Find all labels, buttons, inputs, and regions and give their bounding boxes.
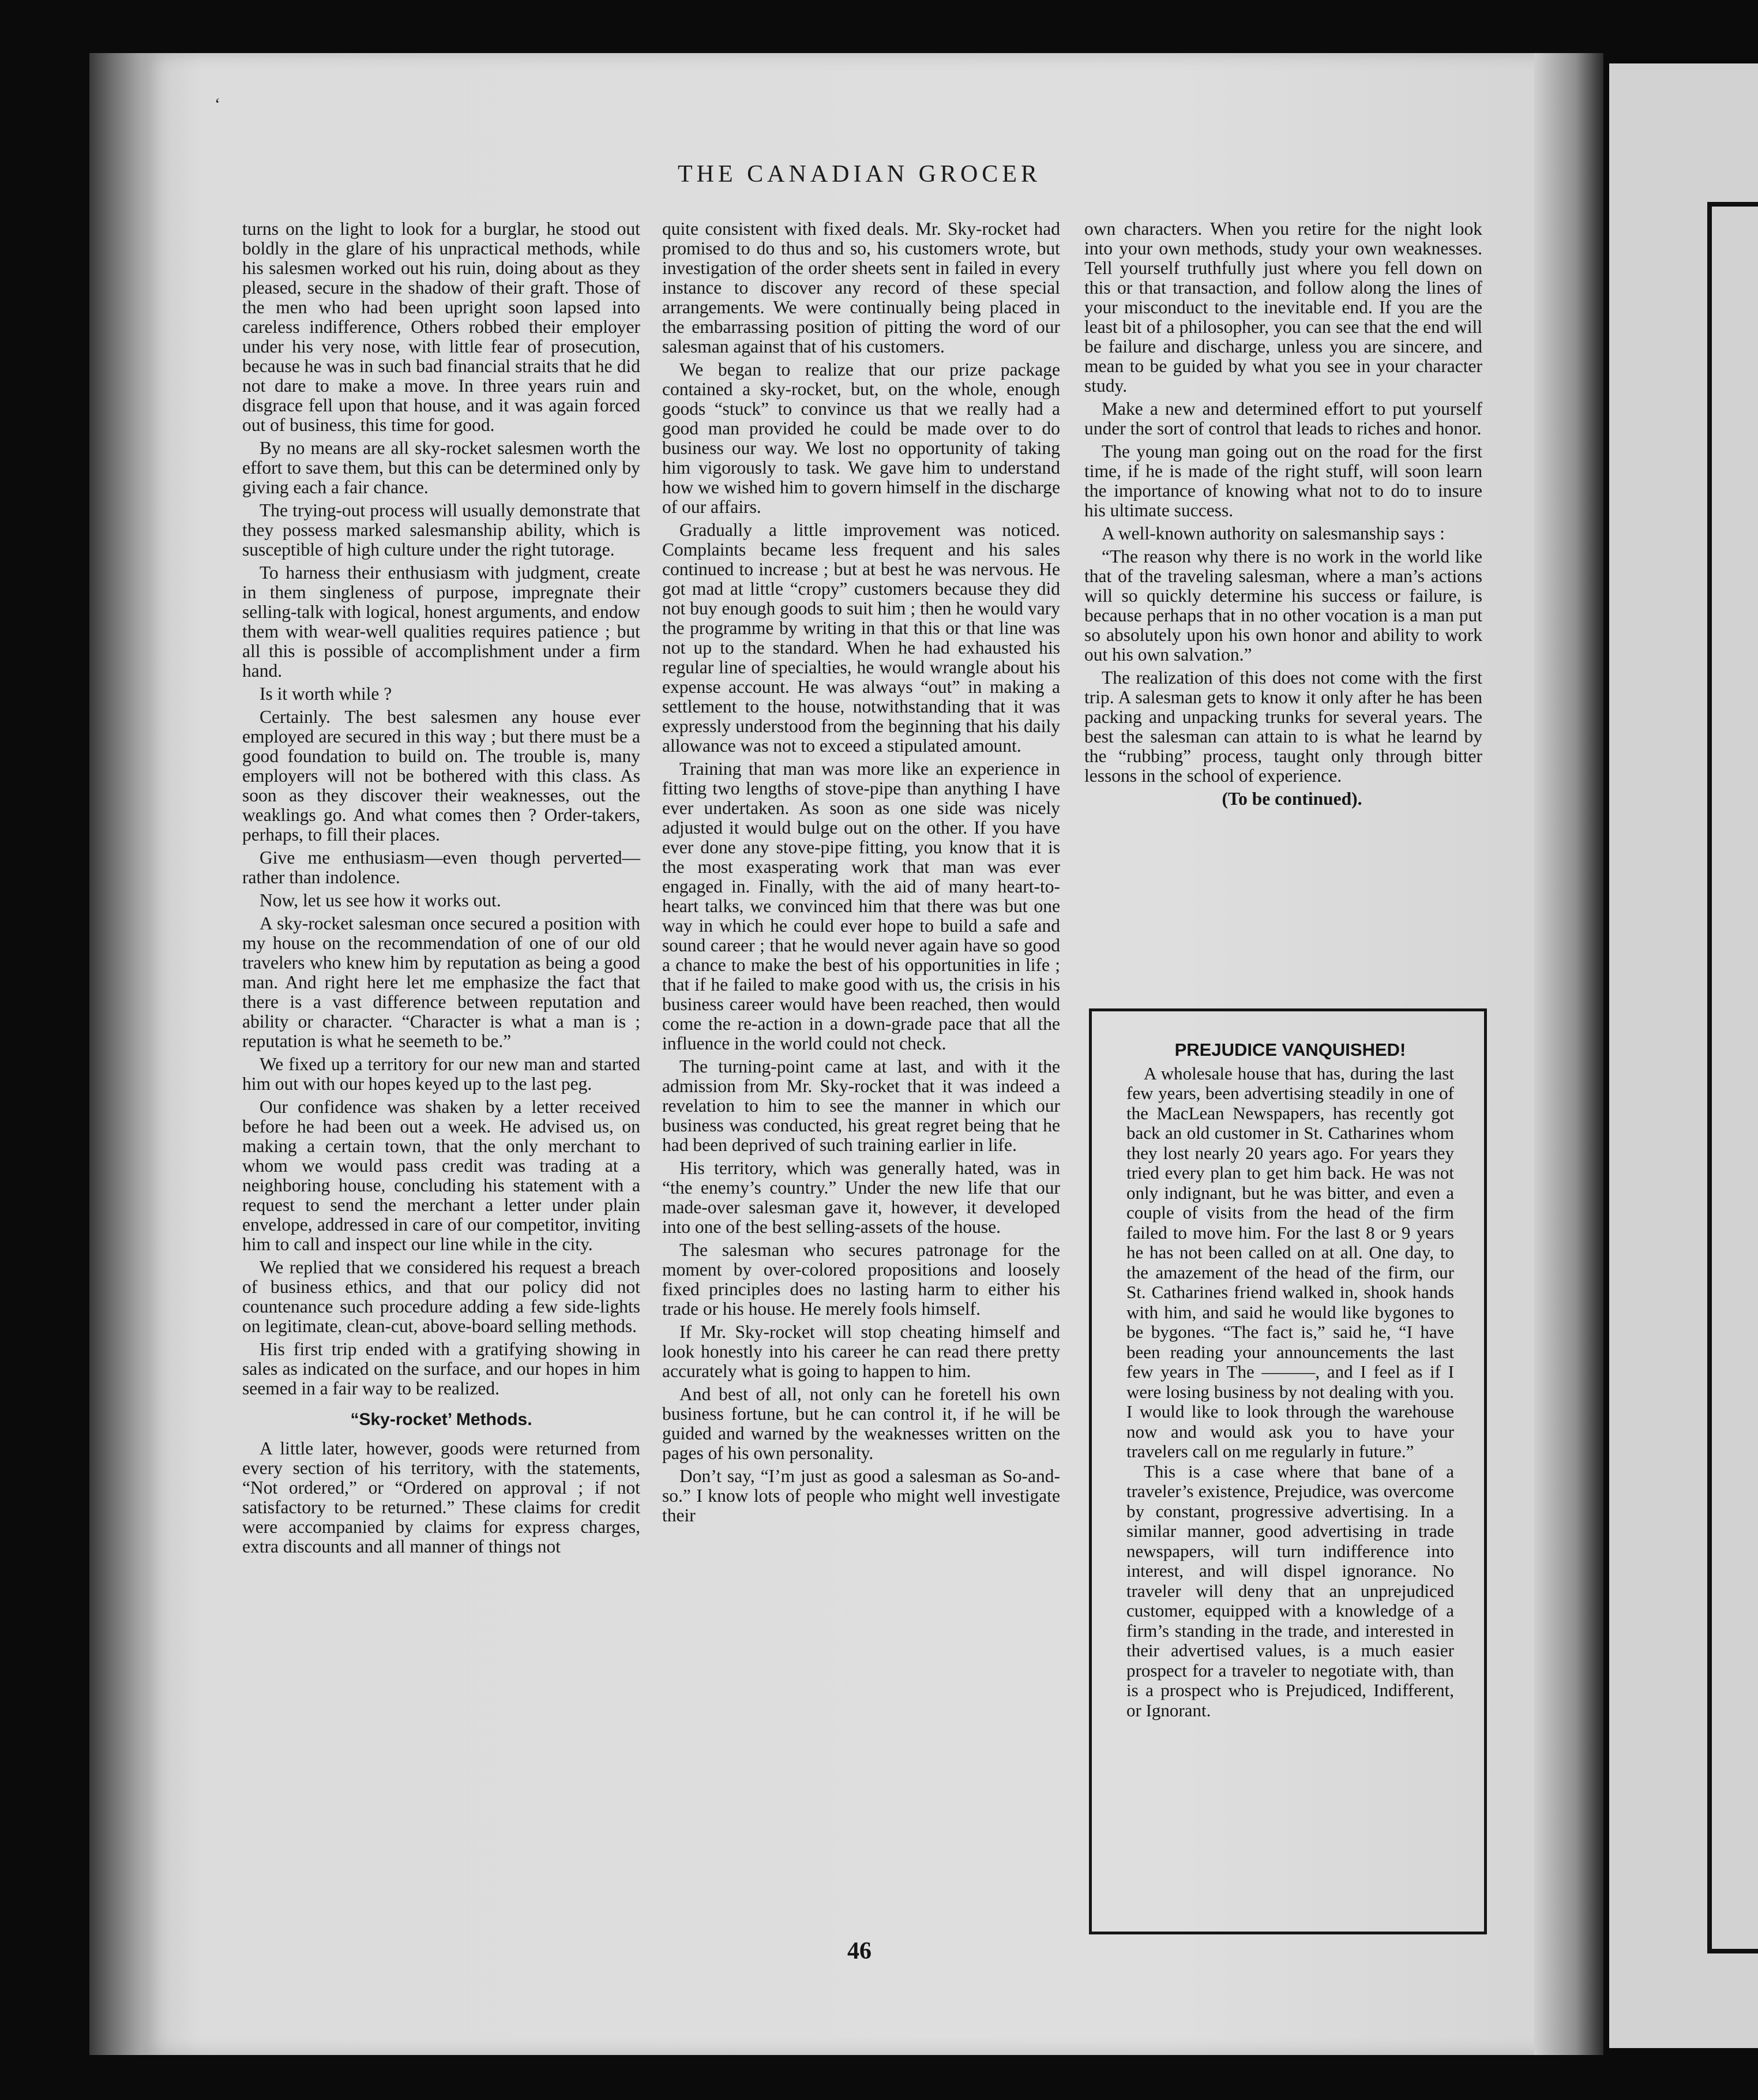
paragraph: The young man going out on the road for the first time, if he is made of the right stuff, will soon learn the importance of knowing what not to do to insure his ultimate success. [1084,441,1482,520]
paragraph: To harness their enthusiasm with judgment, create in them singleness of purpose, impregnate their selling-talk with logical, honest arguments, and endow them with wear-well qualities requires patience ; but all this is possible of accomplishment under a firm hand. [242,562,640,681]
paragraph: The turning-point came at last, and with it the admission from Mr. Sky-rocket that it was indeed a revelation to him to see the manner in which our business was conducted, his great regret being that he had been deprived of such training earlier in life. [662,1056,1060,1155]
paragraph: quite consistent with fixed deals. Mr. Sky-rocket had promised to do thus and so, his customers wrote, but investigation of the order sheets sent in failed in every instance to discover any record of these special arrangements. We were continually being placed in the embarrassing position of pitting the word of our salesman against that of his customers. [662,219,1060,357]
paragraph: His territory, which was generally hated, was in “the enemy’s country.” Under the new life that our made-over salesman gave it, however, it developed into one of the best selling-assets of the house. [662,1158,1060,1237]
paragraph: “The reason why there is no work in the world like that of the traveling salesman, where a man’s actions will so quickly determine his success or failure, is because perhaps that in no other vocation is a man put so absolutely upon his own honor and ability to work out his own salvation.” [1084,546,1482,665]
paragraph: His first trip ended with a gratifying showing in sales as indicated on the surface, and our hopes in him seemed in a fair way to be realized. [242,1339,640,1398]
paragraph: Gradually a little improvement was noticed. Complaints became less frequent and his sales continued to increase ; but at best he was nervous. He got mad at little “cropy” customers because they did not buy enough goods to suit him ; then he would vary the programme by writing in that this or that line was not up to the standard. When he had exhausted his regular line of specialties, he would wrangle about his expense account. He was always “out” in making a settlement to the house, notwithstanding that it was expressly understood from the beginning that his daily allowance was not to exceed a stipulated amount. [662,520,1060,756]
boxed-notice-paragraph: This is a case where that bane of a traveler’s existence, Prejudice, was overcome by constant, progressive advertising. In a similar manner, good advertising in trade newspapers, will turn indifference into interest, and will dispel ignorance. No traveler will deny that an unprejudiced customer, equipped with a knowledge of a firm’s standing in the trade, and interested in their advertised values, is a much easier prospect for a traveler to negotiate with, than is a prospect who is Prejudiced, Indifferent, or Ignorant. [1126,1461,1454,1720]
paragraph: A well-known authority on salesmanship says : [1102,523,1445,543]
paragraph: A little later, however, goods were returned from every section of his territory, with the statements, “Not ordered,” or “Ordered on approval ; if not satisfactory to be returned.” These claims for credit were accompanied by claims for express charges, extra discounts and all manner of things not [242,1438,640,1557]
paragraph: own characters. When you retire for the night look into your own methods, study your own weaknesses. Tell yourself truthfully just where you fell down on this or that transaction, and follow along the lines of your misconduct to the inevitable end. If you are the least bit of a philosopher, you can see that the end will be failure and discharge, unless you are sincere, and mean to be guided by what you see in your character study. [1084,219,1482,396]
boxed-notice-title: PREJUDICE VANQUISHED! [1174,1040,1406,1060]
paragraph: Training that man was more like an experience in fitting two lengths of stove-pipe than anything I have ever undertaken. As soon as one side was nicely adjusted it would bulge out on the other. If you have ever done any stove-pipe fitting, you know that it is the most exasperating work that man was ever engaged in. Finally, with the aid of many heart-to-heart talks, we convinced him that there was but one way in which he could ever hope to build a safe and sound career ; that he would never again have so good a chance to make the best of his opportunities in life ; that if he failed to make good with us, the crisis in his business career would have been reached, then would come the re-action in a down-grade pace that all the influence in the world could not check. [662,759,1060,1053]
running-head: THE CANADIAN GROCER [678,161,1041,187]
boxed-notice-paragraph: A wholesale house that has, during the last few years, been advertising steadily in one of the MacLean Newspapers, has recently got back an old customer in St. Catharines whom they lost nearly 20 years ago. For years they tried every plan to get him back. He was not only indignant, but he was bitter, and even a couple of visits from the head of the firm failed to move him. For the last 8 or 9 years he has not been called on at all. One day, to the amazement of the head of the firm, our St. Catharines friend walked in, shook hands with him, and said he would like bygones to be bygones. “The fact is,” said he, “I have been reading your announcements the last few years in The ———, and I feel as if I were losing business by not dealing with you. I would like to look through the warehouse now and would ask you to have your travelers call on me regularly in future.” [1126,1063,1454,1461]
page-gutter-shadow [1534,53,1603,2055]
paragraph: The trying-out process will usually demonstrate that they possess marked salesmanship ability, which is susceptible of high culture under the right tutorage. [242,500,640,560]
paragraph: By no means are all sky-rocket salesmen worth the effort to save them, but this can be determined only by giving each a fair chance. [242,438,640,497]
paragraph: If Mr. Sky-rocket will stop cheating himself and look honestly into his career he can read there pretty accurately what is going to happen to him. [662,1322,1060,1381]
article-column-3 [1084,219,1482,812]
paragraph: Make a new and determined effort to put yourself under the sort of control that leads to riches and honor. [1084,399,1482,438]
paragraph: Don’t say, “I’m just as good a salesman as So-and-so.” I know lots of people who might well investigate their [662,1466,1060,1525]
article-column-2 [662,219,1060,1529]
facing-page-border [1707,202,1758,1953]
paragraph: The realization of this does not come with the first trip. A salesman gets to know it only after he has been packing and unpacking trunks for several years. The best the salesman can attain to is what he learnd by the “rubbing” process, taught only through bitter lessons in the school of experience. [1084,667,1482,786]
page-number: 46 [847,1938,872,1964]
section-heading: “Sky-rocket’ Methods. [350,1410,532,1429]
paragraph: We fixed up a territory for our new man and started him out with our hopes keyed up to the last peg. [242,1054,640,1094]
paragraph: Now, let us see how it works out. [260,890,501,910]
paragraph: A sky-rocket salesman once secured a position with my house on the recommendation of one of our old travelers who knew him by reputation as being a good man. And right here let me emphasize the fact that there is a vast difference between reputation and ability or character. “Character is what a man is ; reputation is what he seemeth to be.” [242,913,640,1051]
paragraph: We replied that we considered his request a breach of business ethics, and that our policy did not countenance such procedure adding a few side-lights on legitimate, clean-cut, above-board selling methods. [242,1257,640,1336]
paragraph: turns on the light to look for a burglar, he stood out boldly in the glare of his unpractical methods, while his salesmen worked out his ruin, doing about as they pleased, secure in the shadow of their graft. Those of the men who had been upright soon lapsed into careless indifference, Others robbed their employer under his very nose, with little fear of prosecution, because he was in such bad financial straits that he did not dare to make a move. In three years ruin and disgrace fell upon that house, and it was again forced out of business, this time for good. [242,219,640,435]
paragraph: We began to realize that our prize package contained a sky-rocket, but, on the whole, enough goods “stuck” to convince us that we really had a good man provided he could be made over to do business our way. We lost no opportunity of taking him vigorously to task. We gave him to understand how we wished him to govern himself in the discharge of our affairs. [662,359,1060,517]
paragraph: Our confidence was shaken by a letter received before he had been out a week. He advised us, on making a certain town, that the only merchant to whom we would pass credit was trading at a neighboring house, concluding his statement with a request to send the merchant a letter under plain envelope, addressed in care of our competitor, inviting him to call and inspect our line while in the city. [242,1097,640,1254]
paragraph: The salesman who secures patronage for the moment by over-colored propositions and loosely fixed principles does no lasting harm to either his trade or his house. He merely fools himself. [662,1240,1060,1319]
scan-mark: ‘ [215,95,220,114]
paragraph: Is it worth while ? [260,684,392,704]
paragraph: And best of all, not only can he foretell his own business fortune, but he can control it, if he will be guided and warned by the weaknesses written on the pages of his own personality. [662,1384,1060,1463]
article-column-1 [242,219,640,1560]
paragraph: Give me enthusiasm—even though perverted—rather than indolence. [242,847,640,887]
boxed-notice [1089,1008,1487,1934]
paragraph: Certainly. The best salesmen any house ever employed are secured in this way ; but there must be a good foundation to build on. The trouble is, many employers will not be bothered with this class. As soon as they discover their weaknesses, out the weaklings go. And what comes then ? Order-takers, perhaps, to fill their places. [242,707,640,845]
continued-note: (To be continued). [1222,789,1362,809]
